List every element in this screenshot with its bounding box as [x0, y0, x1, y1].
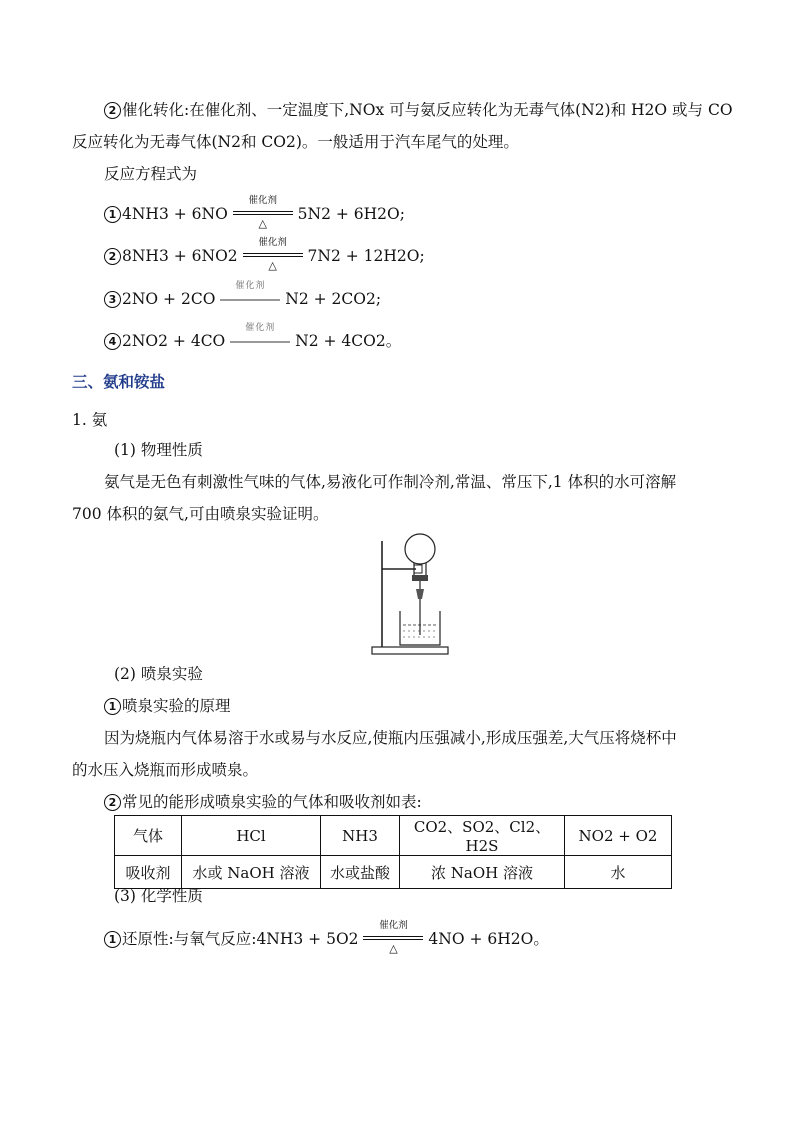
table-cell: NH3	[321, 816, 400, 856]
reducibility-line	[104, 920, 549, 955]
common-gases-title: 常见的能形成喷泉实验的气体和吸收剂如表:	[122, 793, 422, 811]
heat-symbol: △	[258, 217, 267, 230]
catalyst-label: 催化剂	[245, 323, 276, 333]
catalyst-label: 催化剂	[258, 237, 287, 248]
eq3-reactants: 2NO + 2CO	[122, 290, 216, 308]
table-row	[115, 816, 672, 856]
principle-title: 喷泉实验的原理	[122, 697, 231, 715]
eq2-reactants: 8NH3 + 6NO2	[122, 247, 238, 265]
table-cell: 水	[565, 856, 672, 889]
eq1-condition-arrow	[233, 195, 293, 230]
table-cell: 吸收剂	[115, 856, 182, 889]
circled-number: 2	[104, 248, 121, 265]
heat-symbol: △	[389, 942, 398, 955]
catalytic-line-2: 反应转化为无毒气体(N2和 CO2)。一般适用于汽车尾气的处理。	[72, 133, 519, 151]
principle-text-2: 的水压入烧瓶而形成喷泉。	[72, 761, 259, 779]
section-heading: 三、氨和铵盐	[72, 373, 166, 391]
eq1-products: 5N2 + 6H2O;	[297, 205, 405, 223]
eq4-products: N2 + 4CO2。	[295, 332, 402, 350]
heat-symbol: △	[268, 259, 277, 272]
table-cell: HCl	[182, 816, 321, 856]
equation-3	[104, 281, 382, 309]
table-cell: 水或 NaOH 溶液	[182, 856, 321, 889]
equation-intro: 反应方程式为	[104, 165, 198, 183]
eq3-products: N2 + 2CO2;	[285, 290, 382, 308]
table-cell: 浓 NaOH 溶液	[400, 856, 565, 889]
chemical-properties-title: (3) 化学性质	[114, 887, 203, 905]
principle-heading	[104, 696, 231, 716]
table-cell: 水或盐酸	[321, 856, 400, 889]
table-cell: CO2、SO2、Cl2、H2S	[400, 816, 565, 856]
table-cell: 气体	[115, 816, 182, 856]
circled-number: 2	[104, 794, 121, 811]
eq4-condition-arrow	[230, 323, 290, 350]
table-cell: NO2 + O2	[565, 816, 672, 856]
eq3-condition-arrow	[220, 281, 280, 308]
eq2-condition-arrow	[243, 237, 303, 272]
circled-number: 2	[104, 102, 121, 119]
table-row	[115, 856, 672, 889]
circled-number: 1	[104, 931, 121, 948]
circled-number: 3	[104, 291, 121, 308]
paragraph-catalytic	[104, 100, 733, 120]
equation-1	[104, 195, 405, 230]
oxidation-products: 4NO + 6H2O。	[428, 930, 549, 948]
physical-text-1: 氨气是无色有刺激性气味的气体,易液化可作制冷剂,常温、常压下,1 体积的水可溶解	[104, 473, 677, 491]
physical-text-2: 700 体积的氨气,可由喷泉实验证明。	[72, 505, 329, 523]
catalyst-label: 催化剂	[235, 281, 266, 291]
circled-number: 1	[104, 698, 121, 715]
physical-properties-title: (1) 物理性质	[114, 441, 203, 459]
oxidation-condition-arrow	[363, 920, 423, 955]
eq2-products: 7N2 + 12H2O;	[307, 247, 425, 265]
catalyst-label: 催化剂	[379, 920, 408, 931]
equation-4	[104, 323, 402, 351]
subsection-title: 1. 氨	[72, 411, 108, 429]
reducibility-text: 还原性:与氧气反应:4NH3 + 5O2	[122, 930, 359, 948]
circled-number: 1	[104, 206, 121, 223]
gas-absorbent-table	[114, 815, 672, 889]
eq1-reactants: 4NH3 + 6NO	[122, 205, 228, 223]
fountain-apparatus-figure	[370, 533, 450, 657]
circled-number: 4	[104, 333, 121, 350]
eq4-reactants: 2NO2 + 4CO	[122, 332, 226, 350]
equation-2	[104, 237, 425, 272]
common-gases-heading	[104, 792, 422, 812]
fountain-experiment-title: (2) 喷泉实验	[114, 665, 203, 683]
catalyst-label: 催化剂	[248, 195, 277, 206]
catalytic-line-1: 催化转化:在催化剂、一定温度下,NOx 可与氨反应转化为无毒气体(N2)和 H2O 或与 CO	[122, 101, 733, 119]
principle-text-1: 因为烧瓶内气体易溶于水或易与水反应,使瓶内压强减小,形成压强差,大气压将烧杯中	[104, 729, 677, 747]
